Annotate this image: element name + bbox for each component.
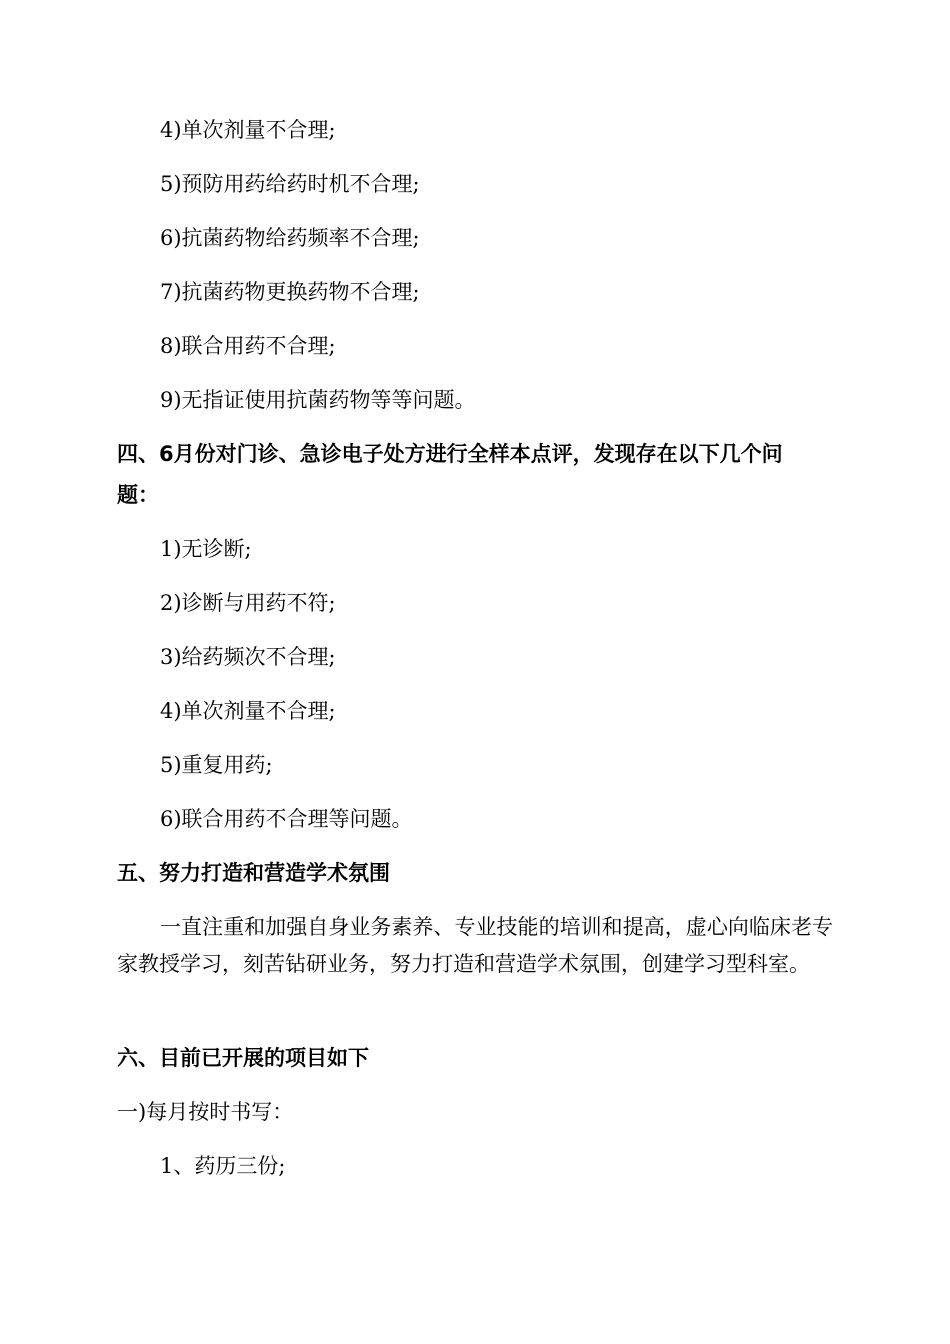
list-item: 1)无诊断; <box>160 537 252 561</box>
list-item: 7)抗菌药物更换药物不合理; <box>160 280 420 304</box>
list-item: 6)联合用药不合理等问题。 <box>160 807 413 831</box>
section-heading: 四、6月份对门诊、急诊电子处方进行全样本点评，发现存在以下几个问 <box>117 442 783 466</box>
list-item: 5)预防用药给药时机不合理; <box>160 172 420 196</box>
section-heading: 五、努力打造和营造学术氛围 <box>117 861 390 885</box>
section-heading: 六、目前已开展的项目如下 <box>117 1046 369 1070</box>
sub-heading: 一)每月按时书写： <box>117 1100 294 1124</box>
list-item: 4)单次剂量不合理; <box>160 118 336 142</box>
section-heading-continued: 题： <box>117 483 159 507</box>
list-item: 2)诊断与用药不符; <box>160 591 336 615</box>
list-item: 6)抗菌药物给药频率不合理; <box>160 226 420 250</box>
list-item: 8)联合用药不合理; <box>160 334 336 358</box>
list-item: 9)无指证使用抗菌药物等等问题。 <box>160 388 476 412</box>
list-item: 5)重复用药; <box>160 753 273 777</box>
list-item: 3)给药频次不合理; <box>160 645 336 669</box>
list-item: 1、药历三份; <box>160 1154 286 1178</box>
body-paragraph: 一直注重和加强自身业务素养、专业技能的培训和提高，虚心向临床老专家教授学习，刻苦钻研业务，努力打造和营造学术氛围，创建学习型科室。 <box>117 915 833 976</box>
list-item: 4)单次剂量不合理; <box>160 699 336 723</box>
